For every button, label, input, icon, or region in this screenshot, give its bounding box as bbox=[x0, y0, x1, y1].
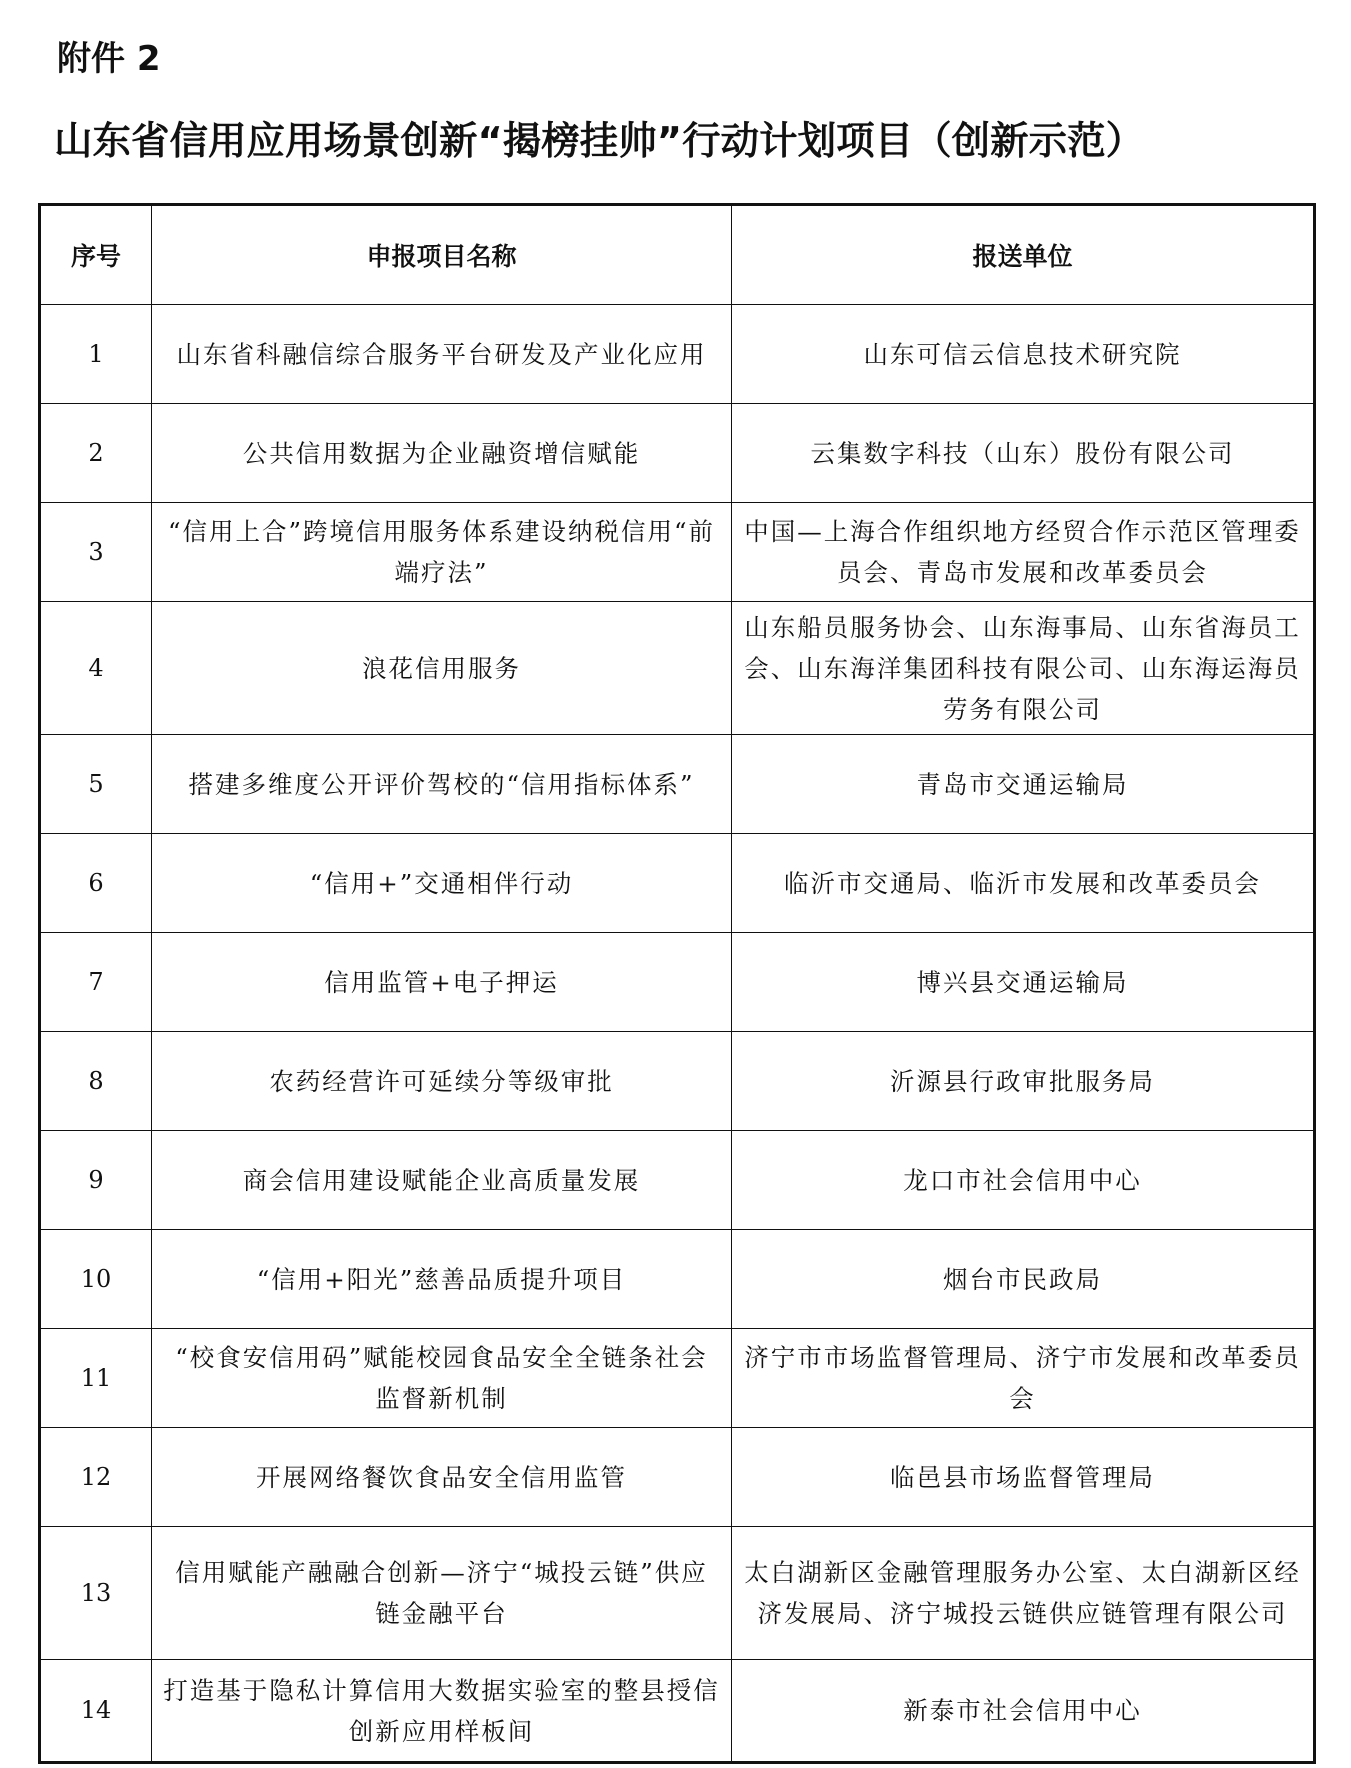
row-submitting-unit: 山东可信云信息技术研究院 bbox=[732, 305, 1315, 404]
row-serial-number: 14 bbox=[40, 1660, 152, 1763]
row-serial-number: 4 bbox=[40, 602, 152, 735]
row-project-name: 打造基于隐私计算信用大数据实验室的整县授信创新应用样板间 bbox=[152, 1660, 732, 1763]
header-submitting-unit: 报送单位 bbox=[732, 205, 1315, 305]
row-project-name: “信用+阳光”慈善品质提升项目 bbox=[152, 1230, 732, 1329]
table-row bbox=[40, 1032, 1315, 1131]
row-project-name: 搭建多维度公开评价驾校的“信用指标体系” bbox=[152, 735, 732, 834]
row-serial-number: 3 bbox=[40, 503, 152, 602]
row-submitting-unit: 中国—上海合作组织地方经贸合作示范区管理委员会、青岛市发展和改革委员会 bbox=[732, 503, 1315, 602]
header-serial-number: 序号 bbox=[40, 205, 152, 305]
table-row bbox=[40, 305, 1315, 404]
row-serial-number: 6 bbox=[40, 834, 152, 933]
row-serial-number: 10 bbox=[40, 1230, 152, 1329]
row-serial-number: 7 bbox=[40, 933, 152, 1032]
table-header-row bbox=[40, 205, 1315, 305]
table-row bbox=[40, 834, 1315, 933]
row-serial-number: 5 bbox=[40, 735, 152, 834]
row-submitting-unit: 龙口市社会信用中心 bbox=[732, 1131, 1315, 1230]
table-row bbox=[40, 1428, 1315, 1527]
row-project-name: 浪花信用服务 bbox=[152, 602, 732, 735]
row-submitting-unit: 沂源县行政审批服务局 bbox=[732, 1032, 1315, 1131]
row-submitting-unit: 青岛市交通运输局 bbox=[732, 735, 1315, 834]
row-serial-number: 2 bbox=[40, 404, 152, 503]
row-project-name: 公共信用数据为企业融资增信赋能 bbox=[152, 404, 732, 503]
row-serial-number: 13 bbox=[40, 1527, 152, 1660]
row-submitting-unit: 太白湖新区金融管理服务办公室、太白湖新区经济发展局、济宁城投云链供应链管理有限公司 bbox=[732, 1527, 1315, 1660]
table-row bbox=[40, 1329, 1315, 1428]
attachment-label: 附件 2 bbox=[57, 39, 161, 79]
row-project-name: 开展网络餐饮食品安全信用监管 bbox=[152, 1428, 732, 1527]
row-project-name: “信用上合”跨境信用服务体系建设纳税信用“前端疗法” bbox=[152, 503, 732, 602]
row-submitting-unit: 山东船员服务协会、山东海事局、山东省海员工会、山东海洋集团科技有限公司、山东海运海员劳务有限公司 bbox=[732, 602, 1315, 735]
row-project-name: “信用+”交通相伴行动 bbox=[152, 834, 732, 933]
row-project-name: 商会信用建设赋能企业高质量发展 bbox=[152, 1131, 732, 1230]
row-project-name: 信用监管+电子押运 bbox=[152, 933, 732, 1032]
row-submitting-unit: 博兴县交通运输局 bbox=[732, 933, 1315, 1032]
row-project-name: 山东省科融信综合服务平台研发及产业化应用 bbox=[152, 305, 732, 404]
row-serial-number: 9 bbox=[40, 1131, 152, 1230]
row-serial-number: 1 bbox=[40, 305, 152, 404]
table-row bbox=[40, 602, 1315, 735]
table-row bbox=[40, 1230, 1315, 1329]
row-serial-number: 12 bbox=[40, 1428, 152, 1527]
row-project-name: 信用赋能产融融合创新—济宁“城投云链”供应链金融平台 bbox=[152, 1527, 732, 1660]
row-submitting-unit: 云集数字科技（山东）股份有限公司 bbox=[732, 404, 1315, 503]
row-project-name: “校食安信用码”赋能校园食品安全全链条社会监督新机制 bbox=[152, 1329, 732, 1428]
table-row bbox=[40, 1131, 1315, 1230]
table-row bbox=[40, 1660, 1315, 1763]
table-row bbox=[40, 1527, 1315, 1660]
table-row bbox=[40, 735, 1315, 834]
table-row bbox=[40, 503, 1315, 602]
row-submitting-unit: 临邑县市场监督管理局 bbox=[732, 1428, 1315, 1527]
row-submitting-unit: 济宁市市场监督管理局、济宁市发展和改革委员会 bbox=[732, 1329, 1315, 1428]
header-project-name: 申报项目名称 bbox=[152, 205, 732, 305]
table-row bbox=[40, 404, 1315, 503]
row-submitting-unit: 新泰市社会信用中心 bbox=[732, 1660, 1315, 1763]
document-title: 山东省信用应用场景创新“揭榜挂帅”行动计划项目（创新示范） bbox=[54, 119, 1145, 164]
projects-table bbox=[38, 203, 1316, 1764]
row-project-name: 农药经营许可延续分等级审批 bbox=[152, 1032, 732, 1131]
table-row bbox=[40, 933, 1315, 1032]
row-submitting-unit: 烟台市民政局 bbox=[732, 1230, 1315, 1329]
row-serial-number: 8 bbox=[40, 1032, 152, 1131]
row-serial-number: 11 bbox=[40, 1329, 152, 1428]
row-submitting-unit: 临沂市交通局、临沂市发展和改革委员会 bbox=[732, 834, 1315, 933]
